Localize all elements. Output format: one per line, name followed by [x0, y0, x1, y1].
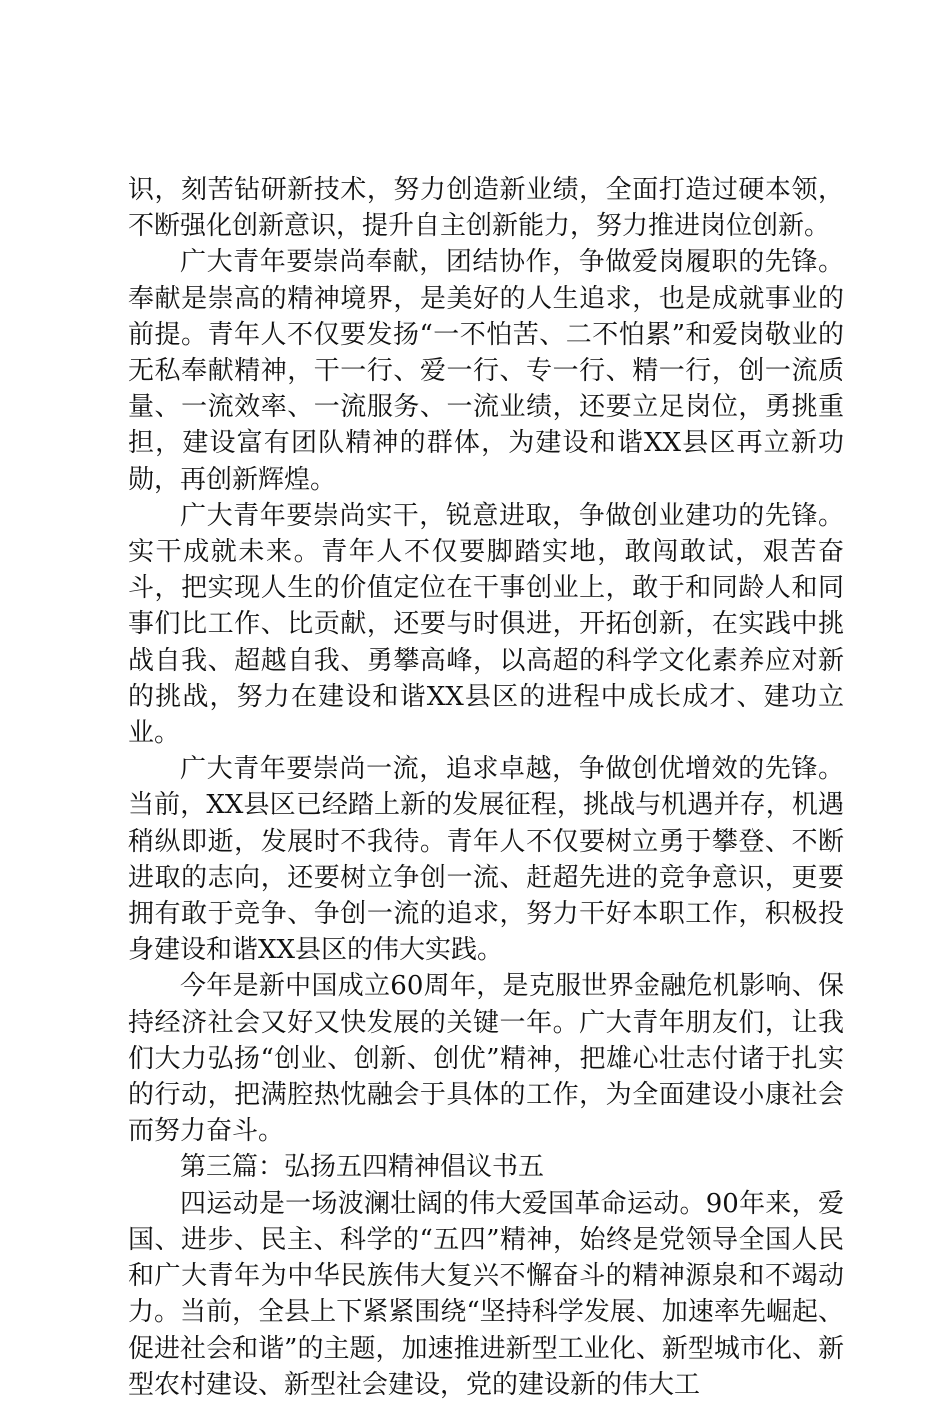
paragraph-excellence: 广大青年要崇尚一流，追求卓越，争做创优增效的先锋。当前，XX县区已经踏上新的发展征程，挑战与机遇并存，机遇稍纵即逝，发展时不我待。青年人不仅要树立勇于攀登、不断进取的志向，还要树立争创一流、赶超先进的竞争意识，更要拥有敢于竞争、争创一流的追求，努力干好本职工作，积极投身建设和谐XX县区的伟大实践。: [128, 754, 844, 966]
paragraph-may-fourth: 四运动是一场波澜壮阔的伟大爱国革命运动。90年来，爱国、进步、民主、科学的“五四”精神，始终是党领导全国人民和广大青年为中华民族伟大复兴不懈奋斗的精神源泉和不竭动力。当前，全县上下紧紧围绕“坚持科学发展、加速率先崛起、促进社会和谐”的主题，加速推进新型工业化、新型城市化、新型农村建设、新型社会建设，党的建设新的伟大工: [128, 1188, 844, 1400]
paragraph-anniversary: 今年是新中国成立60周年，是克服世界金融危机影响、保持经济社会又好又快发展的关键一年。广大青年朋友们，让我们大力弘扬“创业、创新、创优”精神，把雄心壮志付诸于扎实的行动，把满腔热忱融会于具体的工作，为全面建设小康社会而努力奋斗。: [128, 971, 844, 1147]
document-page: [128, 172, 844, 1403]
paragraph-dedication: 广大青年要崇尚奉献，团结协作，争做爱岗履职的先锋。奉献是崇高的精神境界，是美好的人生追求，也是成就事业的前提。青年人不仅要发扬“一不怕苦、二不怕累”和爱岗敬业的无私奉献精神，干一行、爱一行、专一行、精一行，创一流质量、一流效率、一流服务、一流业绩，还要立足岗位，勇挑重担，建设富有团队精神的群体，为建设和谐XX县区再立新功勋，再创新辉煌。: [128, 247, 844, 495]
section-heading: 第三篇：弘扬五四精神倡议书五: [180, 1152, 545, 1183]
paragraph-hard-work: 广大青年要崇尚实干，锐意进取，争做创业建功的先锋。实干成就未来。青年人不仅要脚踏实地，敢闯敢试，艰苦奋斗，把实现人生的价值定位在干事创业上，敢于和同龄人和同事们比工作、比贡献，还要与时俱进，开拓创新，在实践中挑战自我、超越自我、勇攀高峰，以高超的科学文化素养应对新的挑战，努力在建设和谐XX县区的进程中成长成才、建功立业。: [128, 500, 844, 749]
paragraph-continuation: 识，刻苦钻研新技术，努力创造新业绩，全面打造过硬本领，不断强化创新意识，提升自主创新能力，努力推进岗位创新。: [128, 175, 844, 242]
